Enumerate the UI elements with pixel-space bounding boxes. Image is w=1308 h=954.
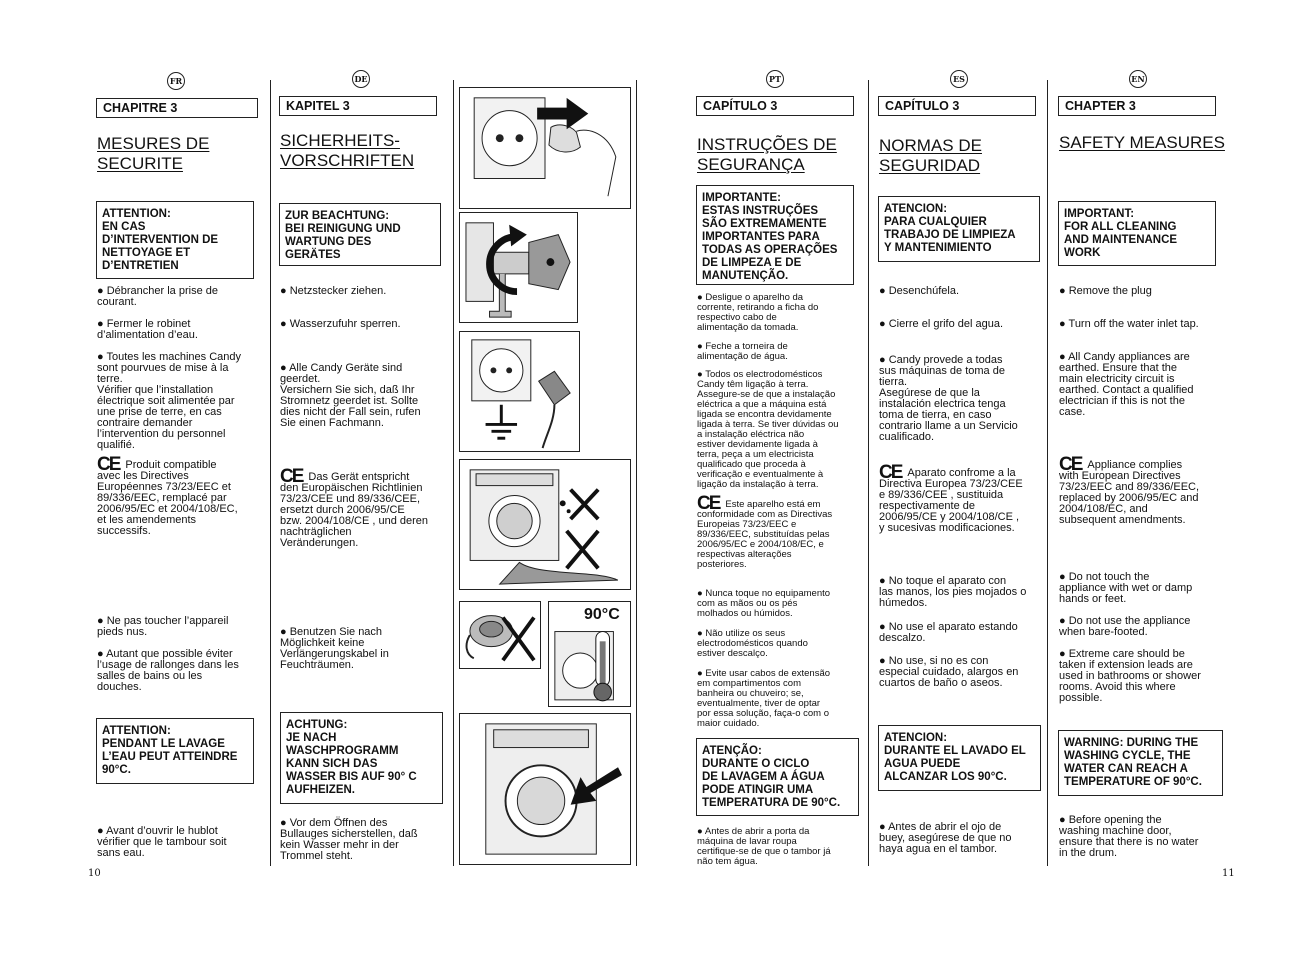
lang-badge-en: EN bbox=[1129, 70, 1147, 88]
instruction-en-7: ● Before opening the washing machine door, ensure that there is no water in the drum. bbox=[1059, 814, 1199, 859]
column-divider bbox=[1047, 80, 1048, 866]
extension-lead-illustration bbox=[459, 601, 541, 669]
section-title-de: SICHERHEITS- VORSCHRIFTEN bbox=[280, 131, 415, 170]
ce-mark-icon: CE bbox=[879, 462, 902, 483]
page-number-left: 10 bbox=[88, 868, 101, 879]
page-number-right: 11 bbox=[1222, 868, 1235, 879]
instruction-pt-3: ● Todos os electrodomésticos Candy têm ligação à terra. Assegure-se de que a instalação eléctrica a que a máquina está ligada se encontra devidamente ligada à terra. Se tiver dúvidas ou a instalação eléctrica não estiver devidamente ligada à terra, peça a um electricista qualificado que proceda à verificação e eventualmente à ligação da instalação à terra. bbox=[697, 369, 839, 490]
column-divider bbox=[453, 80, 454, 866]
ce-mark-icon: CE bbox=[97, 454, 120, 475]
chapter-heading-fr: CHAPITRE 3 bbox=[96, 98, 258, 118]
wet-floor-illustration bbox=[459, 459, 631, 590]
instruction-pt-6: ● Evite usar cabos de extensão em compartimentos com banheira ou chuveiro; se, eventualmente, tiver de optar por essa solução, faça-o com o maior cuidado. bbox=[697, 668, 831, 729]
instruction-es-1: ● Desenchúfela. bbox=[879, 285, 960, 297]
instruction-es-5: ● No use el aparato estando descalzo. bbox=[879, 621, 1018, 644]
ce-mark-icon: CE bbox=[1059, 454, 1082, 475]
instruction-pt-7: ● Antes de abrir a porta da máquina de lavar roupa certifique-se de que o tambor já não tem água. bbox=[697, 826, 831, 867]
ce-compliance-en bbox=[1059, 454, 1229, 526]
instruction-pt-1: ● Desligue o aparelho da corrente, retirando a ficha do respectivo cabo de alimentação da tomada. bbox=[697, 292, 819, 333]
attention-box-en: IMPORTANT: FOR ALL CLEANING AND MAINTENANCE WORK bbox=[1058, 201, 1216, 266]
instruction-fr-2: ● Fermer le robinet d’alimentation d’eau. bbox=[97, 318, 198, 341]
unplug-illustration bbox=[459, 87, 631, 209]
chapter-heading-es: CAPÍTULO 3 bbox=[878, 96, 1036, 116]
attention-box-fr: ATTENTION: EN CAS D’INTERVENTION DE NETTOYAGE ET D’ENTRETIEN bbox=[96, 201, 254, 279]
lang-badge-es: ES bbox=[950, 70, 968, 88]
instruction-en-6: ● Extreme care should be taken if extension leads are used in bathrooms or shower rooms. Avoid this where possible. bbox=[1059, 648, 1201, 704]
ce-compliance-es bbox=[879, 462, 1045, 534]
instruction-en-4: ● Do not touch the appliance with wet or damp hands or feet. bbox=[1059, 571, 1193, 605]
instruction-en-2: ● Turn off the water inlet tap. bbox=[1059, 318, 1199, 330]
chapter-heading-de: KAPITEL 3 bbox=[279, 96, 437, 116]
column-divider bbox=[270, 80, 271, 866]
attention-box-pt: IMPORTANTE: ESTAS INSTRUÇÕES SÃO EXTREMAMENTE IMPORTANTES PARA TODAS AS OPERAÇÕES DE LIMPEZA E DE MANUTENÇÃO. bbox=[696, 185, 854, 285]
warning-box-de: ACHTUNG: JE NACH WASCHPROGRAMM KANN SICH DAS WASSER BIS AUF 90° C AUFHEIZEN. bbox=[280, 712, 443, 804]
column-divider bbox=[868, 80, 869, 866]
instruction-pt-4: ● Nunca toque no equipamento com as mãos ou os pés molhados ou húmidos. bbox=[697, 588, 831, 619]
instruction-fr-6: ● Avant d’ouvrir le hublot vérifier que le tambour soit sans eau. bbox=[97, 825, 227, 859]
lang-badge-de: DE bbox=[352, 70, 370, 88]
ce-mark-icon: CE bbox=[280, 466, 303, 487]
instruction-de-2: ● Wasserzufuhr sperren. bbox=[280, 318, 401, 330]
chapter-heading-en: CHAPTER 3 bbox=[1058, 96, 1216, 116]
section-title-fr: MESURES DE SECURITE bbox=[97, 134, 210, 173]
instruction-de-5: ● Vor dem Öffnen des Bullauges sicherstellen, daß kein Wasser mehr in der Trommel steht. bbox=[280, 817, 418, 862]
instruction-pt-5: ● Não utilize os seus electrodomésticos quando estiver descalço. bbox=[697, 628, 808, 659]
lang-badge-fr: FR bbox=[167, 72, 185, 90]
instruction-fr-3: ● Toutes les machines Candy sont pourvues de mise à la terre. Vérifier que l’installation électrique soit alimentée par une prise de terre, en cas contraire demander l’intervention du personnel qualifié. bbox=[97, 351, 242, 451]
instruction-en-5: ● Do not use the appliance when bare-footed. bbox=[1059, 615, 1191, 638]
instruction-de-4: ● Benutzen Sie nach Möglichkeit keine Verlängerungskabel in Feuchträumen. bbox=[280, 626, 389, 671]
instruction-es-7: ● Antes de abrir el ojo de buey, asegúrese de que no haya agua en el tambor. bbox=[879, 821, 1012, 855]
hot-thermometer-illustration bbox=[548, 601, 631, 707]
temperature-label: 90°C bbox=[584, 606, 620, 623]
attention-box-es: ATENCION: PARA CUALQUIER TRABAJO DE LIMPIEZA Y MANTENIMIENTO bbox=[878, 196, 1040, 262]
column-divider bbox=[636, 80, 637, 866]
warning-box-en: WARNING: DURING THE WASHING CYCLE, THE WATER CAN REACH A TEMPERATURE OF 90°C. bbox=[1058, 730, 1223, 796]
ce-mark-icon: CE bbox=[697, 493, 720, 514]
water-tap-illustration bbox=[459, 212, 578, 323]
warning-box-fr: ATTENTION: PENDANT LE LAVAGE L’EAU PEUT ATTEINDRE 90°C. bbox=[96, 718, 254, 784]
machine-door-illustration bbox=[459, 713, 631, 865]
earthed-socket-illustration bbox=[459, 331, 580, 452]
instruction-es-6: ● No use, si no es con especial cuidado, alargos en cuartos de baño o aseos. bbox=[879, 655, 1019, 689]
ce-text-es: Aparato confrome a la Directiva Europea 73/23/CEE e 89/336/CEE , sustituida respectivamente de 2006/95/CE y 2004/108/CE , y sucesivas modificaciones. bbox=[879, 467, 1023, 534]
instruction-en-3: ● All Candy appliances are earthed. Ensure that the main electricity circuit is earthed. Contact a qualified electrician if this is not the case. bbox=[1059, 351, 1194, 418]
ce-text-en: Appliance complies with European Directives 73/23/EEC and 89/336/EEC, replaced by 2006/95/EC and 2004/108/EC, and subsequent amendments. bbox=[1059, 459, 1200, 526]
ce-compliance-fr bbox=[97, 454, 267, 537]
instruction-fr-1: ● Débrancher la prise de courant. bbox=[97, 285, 218, 308]
instruction-es-2: ● Cierre el grifo del agua. bbox=[879, 318, 1004, 330]
warning-box-es: ATENCION: DURANTE EL LAVADO EL AGUA PUEDE ALCANZAR LOS 90°C. bbox=[878, 725, 1041, 791]
instruction-en-1: ● Remove the plug bbox=[1059, 285, 1152, 297]
ce-compliance-pt bbox=[697, 493, 867, 570]
ce-compliance-de bbox=[280, 466, 452, 549]
instruction-fr-5: ● Autant que possible éviter l’usage de rallonges dans les salles de bains ou les douches. bbox=[97, 648, 239, 693]
section-title-en: SAFETY MEASURES bbox=[1059, 133, 1225, 152]
warning-box-pt: ATENÇÃO: DURANTE O CICLO DE LAVAGEM A ÁGUA PODE ATINGIR UMA TEMPERATURA DE 90°C. bbox=[696, 738, 859, 816]
instruction-es-3: ● Candy provede a todas sus máquinas de toma de tierra. Asegúrese de que la instalación electrica tenga toma de tierra, en caso contrario llame a un Servicio cualificado. bbox=[879, 354, 1018, 443]
ce-text-fr: Produit compatible avec les Directives Européennes 73/23/EEC et 89/336/EEC, remplacé par 2006/95/EC et 2004/108/EC, et les amendements successifs. bbox=[97, 459, 238, 537]
ce-text-de: Das Gerät entspricht den Europäischen Richtlinien 73/23/CEE und 89/336/CEE, ersetzt durch 2006/95/CE bzw. 2004/108/CE , und deren nachträglichen Veränderungen. bbox=[280, 471, 428, 549]
instruction-fr-4: ● Ne pas toucher l’appareil pieds nus. bbox=[97, 615, 229, 638]
section-title-es: NORMAS DE SEGURIDAD bbox=[879, 136, 982, 175]
section-title-pt: INSTRUÇÕES DE SEGURANÇA bbox=[697, 135, 837, 174]
instruction-de-1: ● Netzstecker ziehen. bbox=[280, 285, 387, 297]
ce-text-pt: Este aparelho está em conformidade com as Directivas Europeias 73/23/EEC e 89/336/EEC, substituídas pelas 2006/95/EC e 2004/108/EC, e respectivas alterações posteriores. bbox=[697, 499, 833, 570]
instruction-de-3: ● Alle Candy Geräte sind geerdet. Versichern Sie sich, daß Ihr Stromnetz geerdet ist. Sollte dies nicht der Fall sein, rufen Sie einen Fachmann. bbox=[280, 362, 421, 429]
lang-badge-pt: PT bbox=[766, 70, 784, 88]
chapter-heading-pt: CAPÍTULO 3 bbox=[696, 96, 854, 116]
instruction-pt-2: ● Feche a torneira de alimentação de água. bbox=[697, 341, 788, 362]
instruction-es-4: ● No toque el aparato con las manos, los pies mojados o húmedos. bbox=[879, 575, 1027, 609]
attention-box-de: ZUR BEACHTUNG: BEI REINIGUNG UND WARTUNG DES GERÄTES bbox=[279, 203, 441, 266]
